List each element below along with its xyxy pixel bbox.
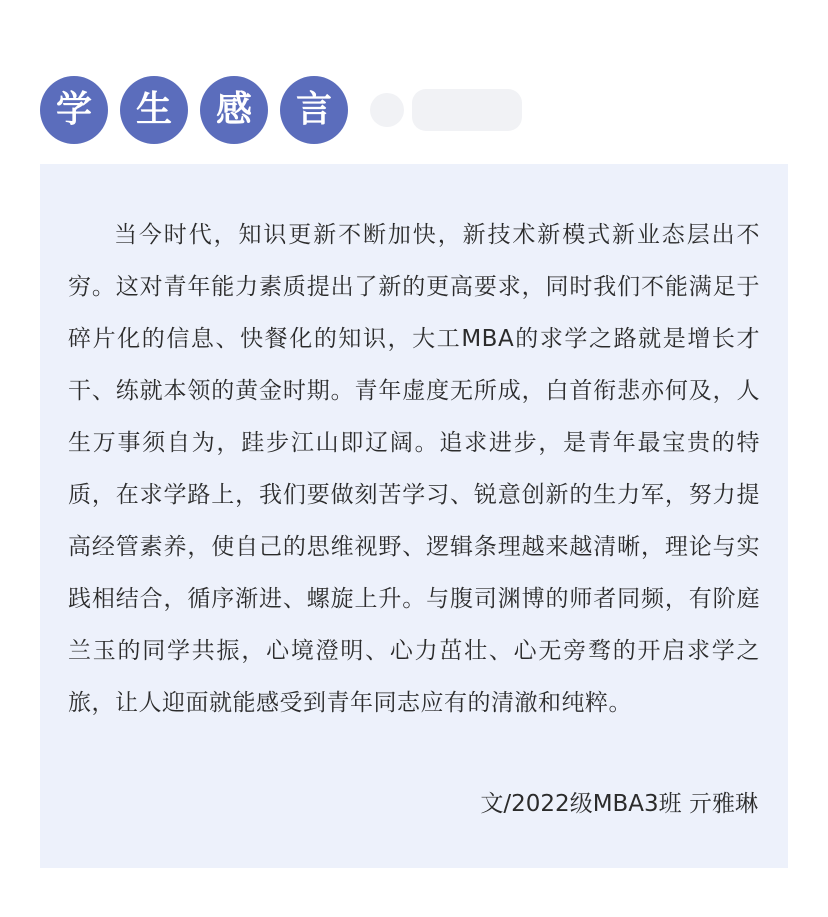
heading-char-4: 言 [280, 76, 348, 144]
decorative-pill [412, 89, 522, 131]
author-signature: 文/2022级MBA3班 亓雅琳 [480, 791, 758, 817]
heading-char-2: 生 [120, 76, 188, 144]
testimonial-body: 当今时代，知识更新不断加快，新技术新模式新业态层出不穷。这对青年能力素质提出了新的更高要求，同时我们不能满足于碎片化的信息、快餐化的知识，大工MBA的求学之路就是增长才干、练就本领的黄金时期。青年虚度无所成，白首衔悲亦何及，人生万事须自为，跬步江山即辽阔。追求进步，是青年最宝贵的特质，在求学路上，我们要做刻苦学习、锐意创新的生力军，努力提高经管素养，使自己的思维视野、逻辑条理越来越清晰，理论与实践相结合，循序渐进、螺旋上升。与腹司渊博的师者同频，有阶庭兰玉的同学共振，心境澄明、心力茁壮、心无旁骛的开启求学之旅，让人迎面就能感受到青年同志应有的清澈和纯粹。 [68, 222, 760, 716]
testimonial-card [40, 164, 788, 868]
heading-char-3: 感 [200, 76, 268, 144]
decorative-dot [370, 93, 404, 127]
section-heading [40, 76, 522, 144]
heading-char-1: 学 [40, 76, 108, 144]
